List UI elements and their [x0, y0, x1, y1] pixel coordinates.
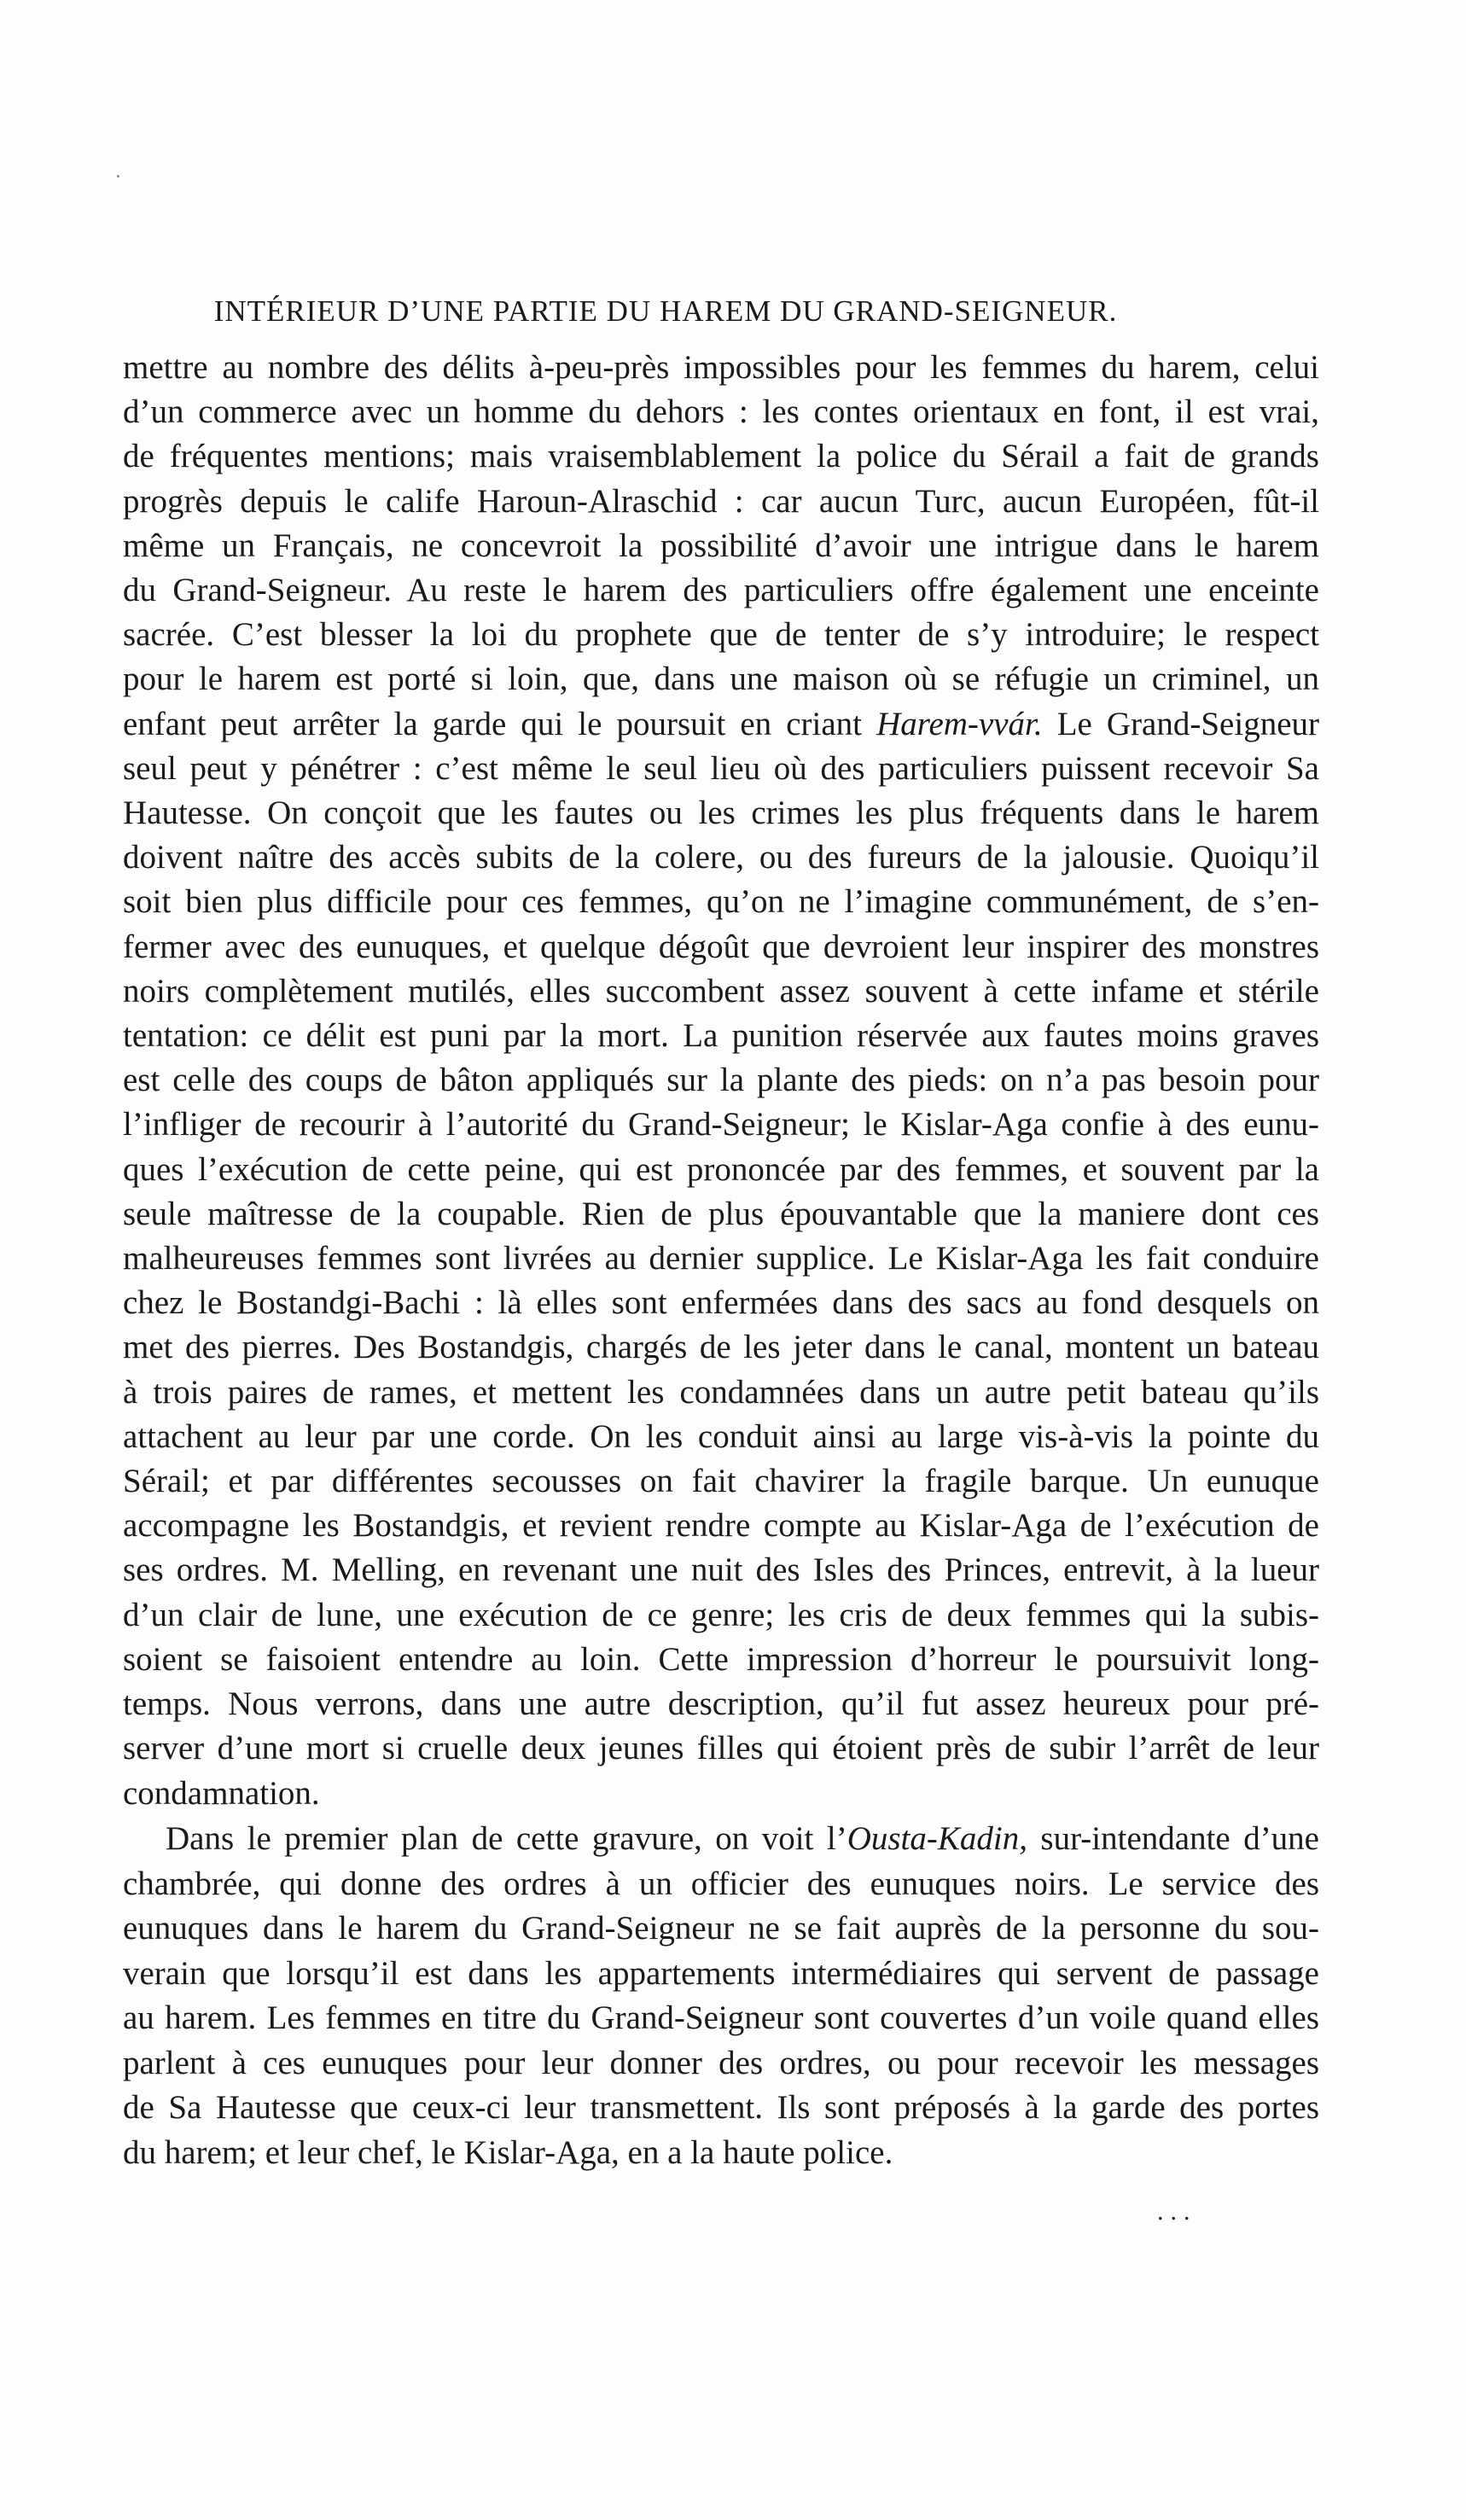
- text-line: progrès depuis le calife Haroun-Alraschid : car aucun Turc, aucun Européen, fût-il: [123, 482, 1319, 520]
- body-paragraph-2: [123, 1817, 1319, 2175]
- text-line: tentation: ce délit est puni par la mort. La punition réservée aux fautes moins graves: [123, 1017, 1319, 1055]
- text-span: Le Grand-Seigneur: [1042, 705, 1319, 742]
- text-span: Dans le premier plan de cette gravure, on voit l’: [166, 1820, 847, 1857]
- text-line: pour le harem est porté si loin, que, dans une maison où se réfugie un criminel, un: [123, 661, 1319, 698]
- text-line: temps. Nous verrons, dans une autre description, qu’il fut assez heureux pour pré-: [123, 1685, 1319, 1723]
- text-line: Sérail; et par différentes secousses on fait chavirer la fragile barque. Un eunuque: [123, 1463, 1319, 1500]
- text-line: Hautesse. On conçoit que les fautes ou les crimes les plus fréquents dans le harem: [123, 794, 1319, 832]
- text-line: [123, 702, 1319, 747]
- text-line: est celle des coups de bâton appliqués sur la plante des pieds: on n’a pas besoin pour: [123, 1062, 1319, 1099]
- text-line: noirs complètement mutilés, elles succombent assez souvent à cette infame et stérile: [123, 972, 1319, 1010]
- text-line: seule maîtresse de la coupable. Rien de plus épouvantable que la maniere dont ces: [123, 1195, 1319, 1232]
- text-line: [123, 1817, 1319, 1862]
- page-title: INTÉRIEUR D’UNE PARTIE DU HAREM DU GRAND-SEIGNEUR.: [213, 294, 1118, 328]
- text-line: chez le Bostandgi-Bachi : là elles sont enfermées dans des sacs au fond desquels on: [123, 1284, 1319, 1322]
- text-line: eunuques dans le harem du Grand-Seigneur ne se fait auprès de la personne du sou-: [123, 1910, 1319, 1947]
- text-span: sur-intendante d’une: [1027, 1820, 1319, 1857]
- text-line: attachent au leur par une corde. On les conduit ainsi au large vis-à-vis la pointe du: [123, 1417, 1319, 1455]
- italic-term: Ousta-Kadin,: [846, 1820, 1027, 1857]
- text-line: du harem; et leur chef, le Kislar-Aga, en a la haute police.: [123, 2133, 893, 2171]
- text-line: verain que lorsqu’il est dans les appartements intermédiaires qui servent de passage: [123, 1954, 1319, 1992]
- text-line: au harem. Les femmes en titre du Grand-Seigneur sont couvertes d’un voile quand elles: [123, 1999, 1319, 2036]
- text-line: à trois paires de rames, et mettent les condamnées dans un autre petit bateau qu’ils: [123, 1373, 1319, 1411]
- text-line: d’un commerce avec un homme du dehors : les contes orientaux en font, il est vrai,: [123, 393, 1319, 431]
- text-line: condamnation.: [123, 1774, 320, 1812]
- text-span: enfant peut arrêter la garde qui le poursuit en criant: [123, 705, 877, 742]
- text-line: server d’une mort si cruelle deux jeunes filles qui étoient près de subir l’arrêt de leur: [123, 1730, 1319, 1767]
- text-line: seul peut y pénétrer : c’est même le seul lieu où des particuliers puissent recevoir Sa: [123, 749, 1319, 787]
- continuation-marker: ...: [1157, 2197, 1197, 2226]
- text-line: soient se faisoient entendre au loin. Cette impression d’horreur le poursuivit long-: [123, 1640, 1319, 1678]
- text-line: fermer avec des eunuques, et quelque dégoût que devroient leur inspirer des monstres: [123, 928, 1319, 965]
- text-line: doivent naître des accès subits de la colere, ou des fureurs de la jalousie. Quoiqu’il: [123, 839, 1319, 876]
- text-line: malheureuses femmes sont livrées au dernier supplice. Le Kislar-Aga les fait conduire: [123, 1240, 1319, 1277]
- text-line: ses ordres. M. Melling, en revenant une nuit des Isles des Princes, entrevit, à la lueur: [123, 1551, 1319, 1589]
- text-line: sacrée. C’est blesser la loi du prophete que de tenter de s’y introduire; le respect: [123, 616, 1319, 654]
- text-line: soit bien plus difficile pour ces femmes, qu’on ne l’imagine communément, de s’en-: [123, 883, 1319, 921]
- text-line: parlent à ces eunuques pour leur donner des ordres, ou pour recevoir les messages: [123, 2044, 1319, 2081]
- text-line: mettre au nombre des délits à-peu-près impossibles pour les femmes du harem, celui: [123, 349, 1319, 386]
- text-line: met des pierres. Des Bostandgis, chargés de les jeter dans le canal, montent un bateau: [123, 1329, 1319, 1366]
- text-line: même un Français, ne concevroit la possibilité d’avoir une intrigue dans le harem: [123, 527, 1319, 564]
- text-line: accompagne les Bostandgis, et revient rendre compte au Kislar-Aga de l’exécution de: [123, 1507, 1319, 1545]
- text-line: de fréquentes mentions; mais vraisemblablement la police du Sérail a fait de grands: [123, 438, 1319, 475]
- text-line: d’un clair de lune, une exécution de ce genre; les cris de deux femmes qui la subis-: [123, 1596, 1319, 1633]
- text-line: du Grand-Seigneur. Au reste le harem des particuliers offre également une enceinte: [123, 572, 1319, 609]
- body-paragraph-1: [123, 346, 1319, 1816]
- text-line: ques l’exécution de cette peine, qui est prononcée par des femmes, et souvent par la: [123, 1150, 1319, 1188]
- italic-term: Harem-vvár.: [876, 705, 1043, 742]
- text-line: l’infliger de recourir à l’autorité du Grand-Seigneur; le Kislar-Aga confie à des eunu-: [123, 1106, 1319, 1144]
- text-line: chambrée, qui donne des ordres à un officier des eunuques noirs. Le service des: [123, 1865, 1319, 1902]
- text-line: de Sa Hautesse que ceux-ci leur transmettent. Ils sont préposés à la garde des portes: [123, 2089, 1319, 2126]
- paper-speck: [117, 175, 119, 178]
